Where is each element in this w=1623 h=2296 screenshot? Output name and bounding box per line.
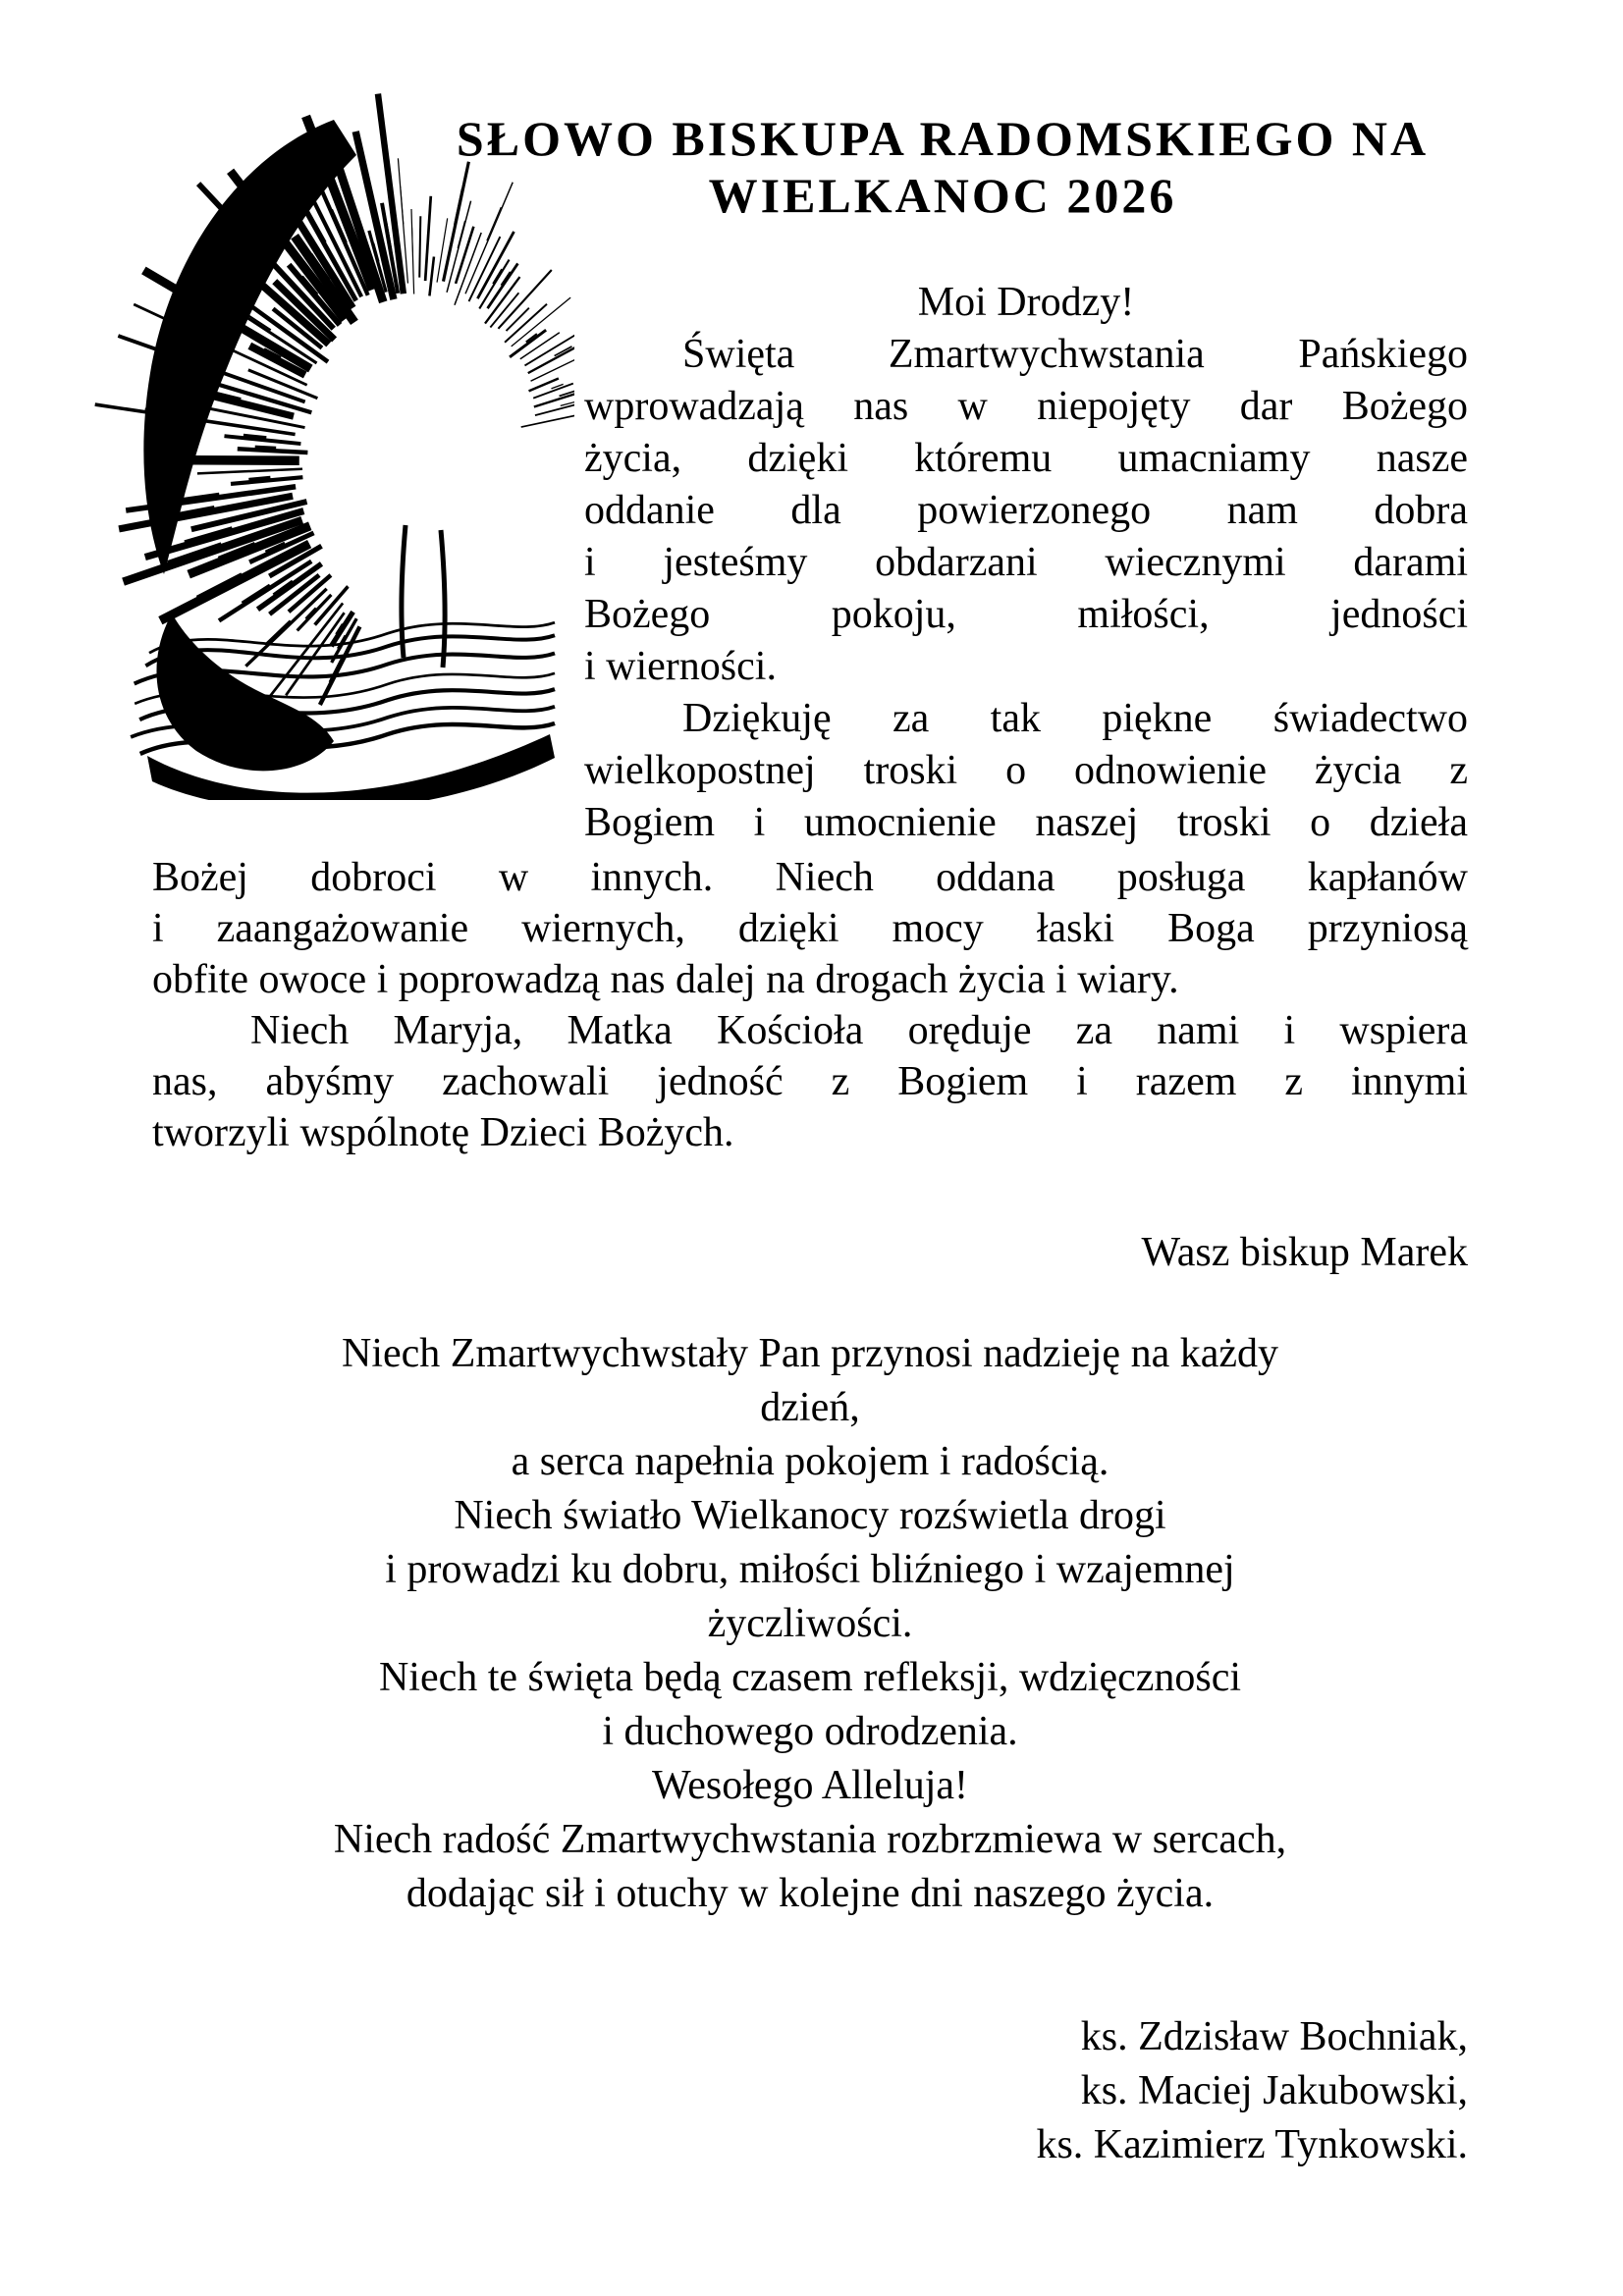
- signatory-name: ks. Maciej Jakubowski,: [1080, 2068, 1468, 2113]
- blessing-line: Niech światło Wielkanocy rozświetla drogi: [454, 1493, 1166, 1538]
- letter-line: Niech Maryja, Matka Kościoła oręduje za nami i wspiera: [250, 1008, 1468, 1053]
- signatories-section: [152, 2010, 1468, 2172]
- blessing-line: i duchowego odrodzenia.: [602, 1709, 1018, 1754]
- letter-line: tworzyli wspólnotę Dzieci Bożych.: [152, 1110, 734, 1155]
- letter-line: nas, abyśmy zachowali jedność z Bogiem i razem z innymi: [152, 1059, 1468, 1104]
- letter-line: Bogiem i umocnienie naszej troski o dzieła: [584, 800, 1468, 845]
- salutation: Moi Drodzy!: [917, 280, 1135, 325]
- document-title-line1: SŁOWO BISKUPA RADOMSKIEGO NA: [456, 111, 1430, 166]
- blessing-section: [152, 1327, 1468, 1921]
- blessing-line: a serca napełnia pokojem i radością.: [511, 1439, 1109, 1484]
- letter-line: i zaangażowanie wiernych, dzięki mocy łaski Boga przyniosą: [152, 906, 1468, 951]
- letter-line: wielkopostnej troski o odnowienie życia z: [584, 748, 1468, 793]
- blessing-line: dodając sił i otuchy w kolejne dni naszego życia.: [406, 1871, 1215, 1916]
- blessing-line: Niech radość Zmartwychwstania rozbrzmiewa w sercach,: [333, 1817, 1287, 1862]
- letter-line: Święta Zmartwychwstania Pańskiego: [682, 332, 1468, 377]
- letter-body: [152, 852, 1468, 1158]
- letter-line: Dziękuję za tak piękne świadectwo: [682, 696, 1468, 741]
- letter-line: i wierności.: [584, 644, 777, 689]
- letter-line: Bożej dobroci w innych. Niech oddana posługa kapłanów: [152, 855, 1468, 900]
- letter-line: życia, dzięki któremu umacniamy nasze: [584, 436, 1468, 481]
- letter-line: obfite owoce i poprowadzą nas dalej na drogach życia i wiary.: [152, 957, 1179, 1002]
- blessing-line: życzliwości.: [707, 1601, 913, 1646]
- signatory-name: ks. Zdzisław Bochniak,: [1080, 2014, 1468, 2059]
- blessing-line: Niech te święta będą czasem refleksji, wdzięczności: [378, 1655, 1242, 1700]
- letter-line: i jesteśmy obdarzani wiecznymi darami: [584, 540, 1468, 585]
- letter-line: wprowadzają nas w niepojęty dar Bożego: [584, 384, 1468, 429]
- bishop-signature: Wasz biskup Marek: [1141, 1230, 1468, 1275]
- blessing-line: dzień,: [760, 1385, 860, 1430]
- signatory-name: ks. Kazimierz Tynkowski.: [1036, 2122, 1468, 2167]
- document-title-line2: WIELKANOC 2026: [708, 168, 1177, 223]
- blessing-line: i prowadzi ku dobru, miłości bliźniego i wzajemnej: [385, 1547, 1235, 1592]
- letter-line: Bożego pokoju, miłości, jedności: [584, 592, 1468, 637]
- document-title: [412, 110, 1473, 224]
- blessing-line: Niech Zmartwychwstały Pan przynosi nadzieję na każdy: [341, 1331, 1278, 1376]
- letter-opening-column: [584, 277, 1468, 849]
- letter-line: oddanie dla powierzonego nam dobra: [584, 488, 1468, 533]
- blessing-line: Wesołego Alleluja!: [651, 1763, 969, 1808]
